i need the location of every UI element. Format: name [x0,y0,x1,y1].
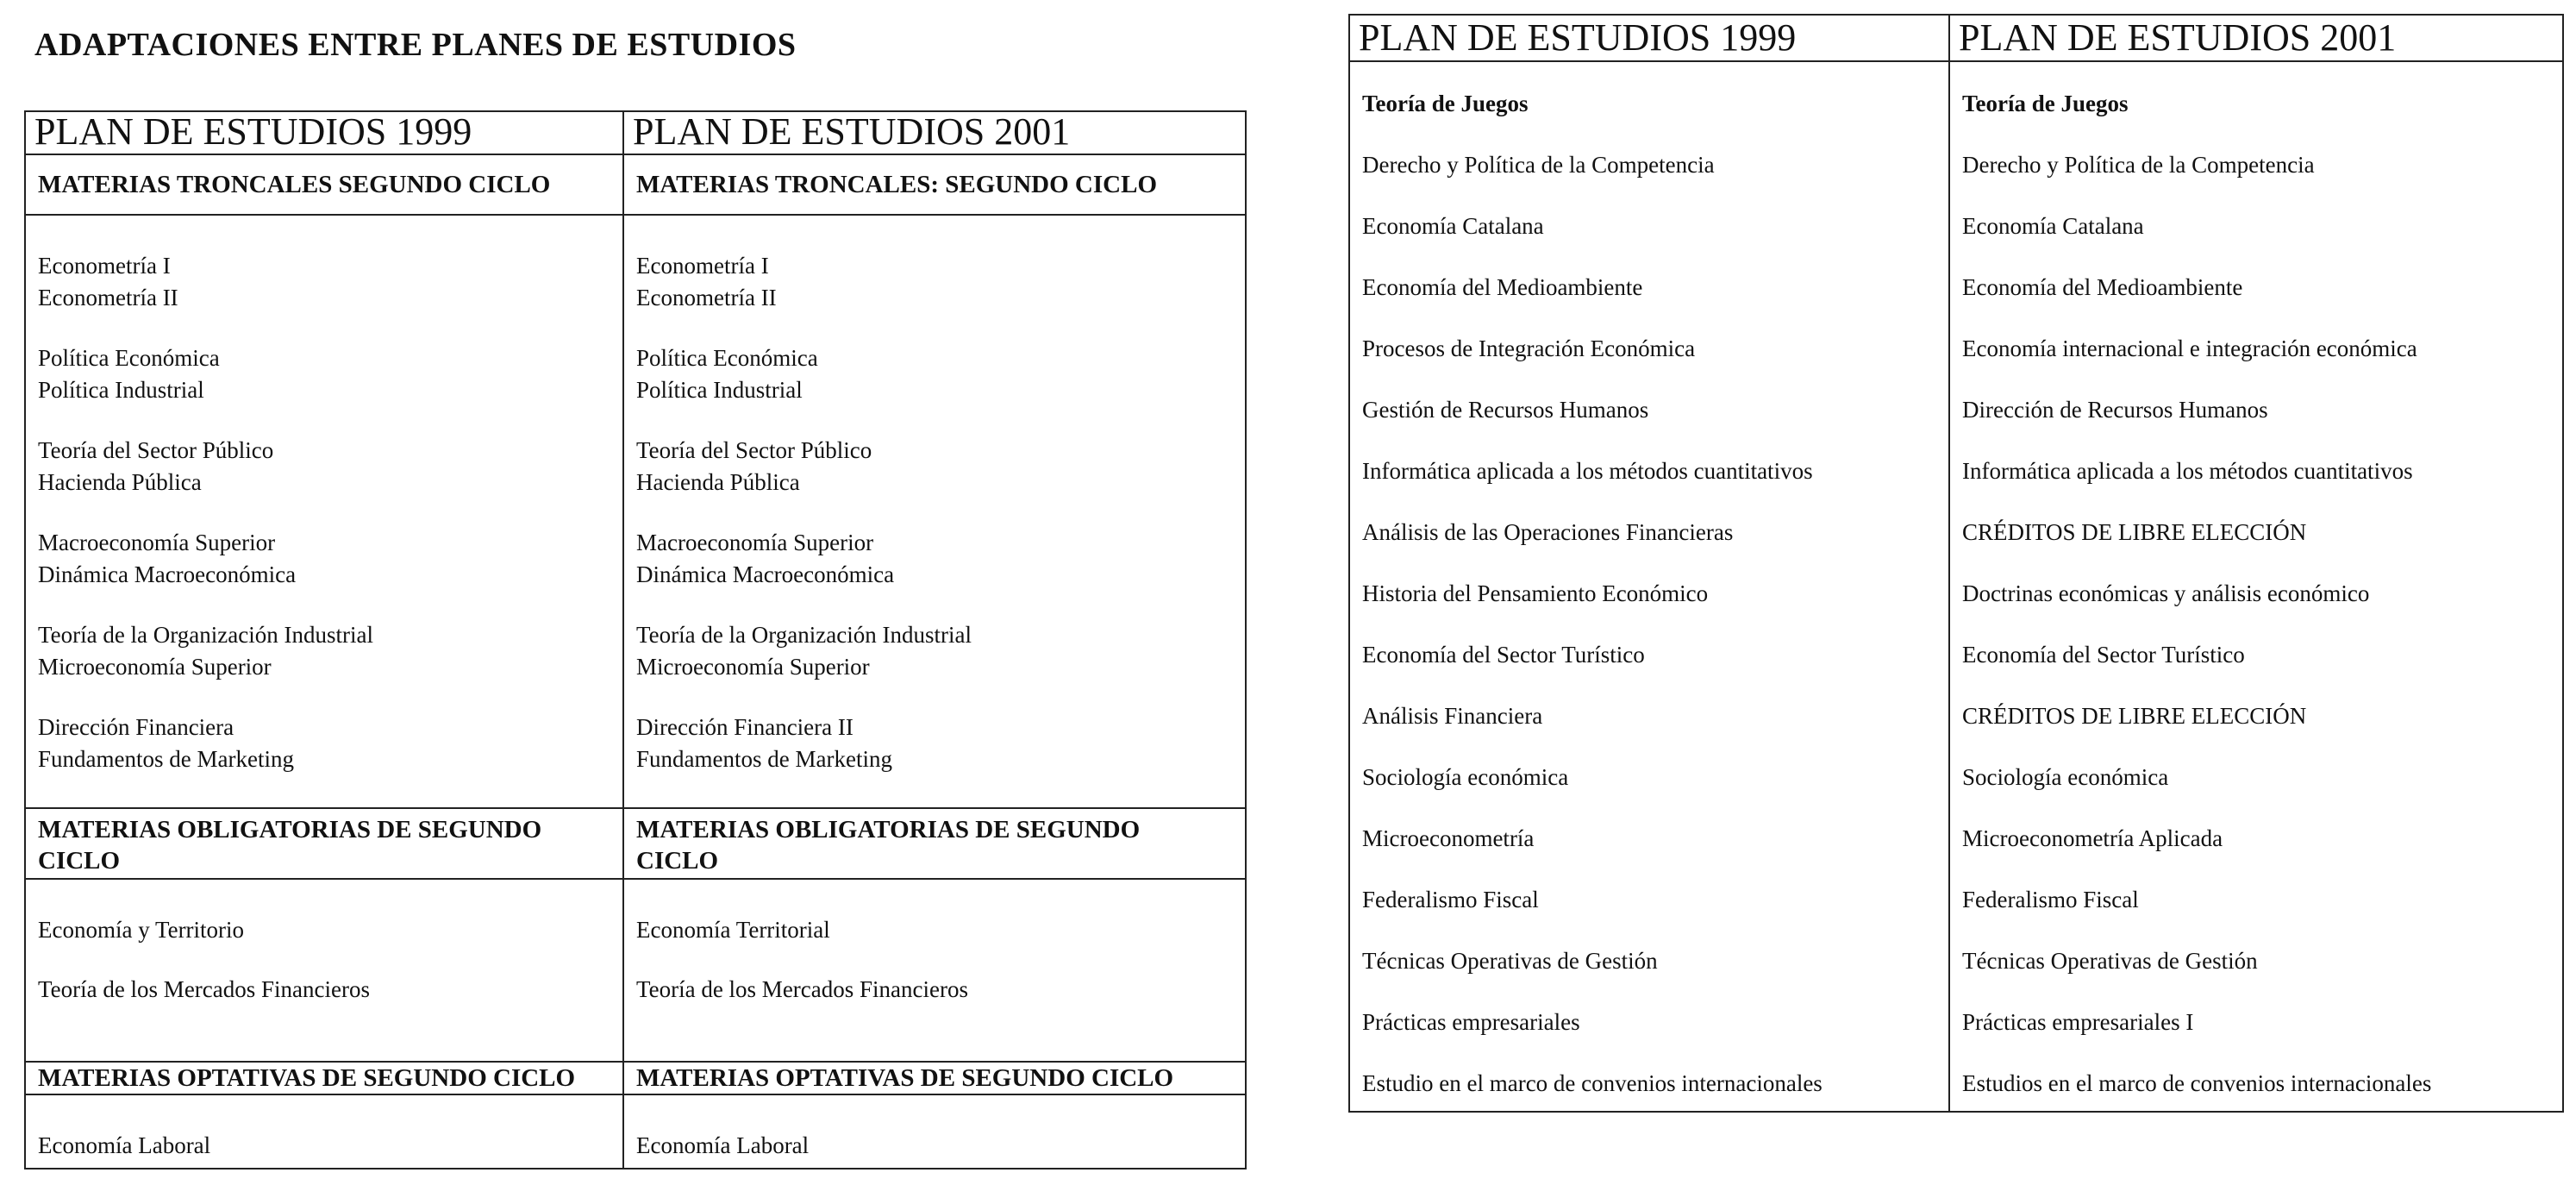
subject-row: Informática aplicada a los métodos cuantitativos [1362,458,1813,484]
subject: Política Económica [38,345,220,371]
subject: Política Industrial [636,377,803,403]
subject-row: Teoría de Juegos [1962,91,2129,116]
section-heading-line: MATERIAS OBLIGATORIAS DE SEGUNDO [38,816,542,843]
subject-pair [636,342,1233,406]
header-1999-cell [1349,15,1949,61]
optativas-1999-heading-cell [25,1062,623,1094]
subject: Fundamentos de Marketing [636,746,892,772]
header-1999-cell [25,111,623,154]
subject-row: Economía Catalana [1362,213,1544,239]
subject: Dirección Financiera II [636,714,853,740]
header-1999: PLAN DE ESTUDIOS 1999 [1359,16,1797,59]
subject-row: Economía del Medioambiente [1362,274,1643,300]
subject-row: Gestión de Recursos Humanos [1362,397,1649,423]
subject-row: Economía del Medioambiente [1962,274,2243,300]
optativas-1999-list-cell [25,1094,623,1169]
subject-row: Estudios en el marco de convenios internacionales [1962,1070,2432,1096]
obligatorias-1999-list [26,880,622,1061]
subject: Teoría de la Organización Industrial [38,622,373,648]
obligatorias-2001-heading-cell [623,808,1246,879]
subject: Econometría II [38,285,178,310]
subject: Macroeconomía Superior [636,530,874,555]
subject: Econometría I [636,253,769,279]
subject-row: Federalismo Fiscal [1962,887,2139,912]
right-adaptation-table [1348,14,2564,1113]
section-heading-line: CICLO [38,847,121,875]
subject: Microeconomía Superior [636,654,870,680]
section-heading-optativas-2001: MATERIAS OPTATIVAS DE SEGUNDO CICLO [636,1064,1174,1092]
header-2001-cell [1949,15,2563,61]
subject-pair [636,250,1233,314]
section-heading-obligatorias-1999 [26,809,622,878]
header-2001-cell [623,111,1246,154]
subject: Economía Laboral [636,1132,810,1158]
subject: Dirección Financiera [38,714,234,740]
subject: Macroeconomía Superior [38,530,276,555]
subject-row: Doctrinas económicas y análisis económico [1962,580,2370,606]
troncales-1999-heading-cell [25,154,623,215]
subject-pair [38,619,610,683]
troncales-2001-heading-cell [623,154,1246,215]
subject-pair [38,342,610,406]
optional-2001-list [1950,62,2562,1111]
optional-1999-list [1350,62,1948,1111]
header-2001: PLAN DE ESTUDIOS 2001 [1959,16,2397,59]
section-heading-optativas-1999: MATERIAS OPTATIVAS DE SEGUNDO CICLO [38,1064,576,1092]
optional-2001-list-cell [1949,61,2563,1112]
subject-pair [38,712,610,775]
subject-pair [636,712,1233,775]
optional-1999-list-cell [1349,61,1949,1112]
optativas-2001-list-cell [623,1094,1246,1169]
subject-pair [636,527,1233,591]
subject-row: Derecho y Política de la Competencia [1962,152,2315,178]
troncales-1999-list [26,216,622,807]
section-heading-line: CICLO [636,847,719,875]
subject: Política Económica [636,345,818,371]
subject-row: Informática aplicada a los métodos cuantitativos [1962,458,2413,484]
subject: Fundamentos de Marketing [38,746,294,772]
subject-row: Técnicas Operativas de Gestión [1362,948,1658,974]
subject-row: Teoría de Juegos [1362,91,1529,116]
subject-row: Análisis de las Operaciones Financieras [1362,519,1734,545]
subject-pair [38,435,610,499]
subject-row: Estudio en el marco de convenios internacionales [1362,1070,1823,1096]
section-heading-troncales-1999: MATERIAS TRONCALES SEGUNDO CICLO [38,171,551,198]
optativas-2001-list [624,1095,1245,1168]
subject-row: CRÉDITOS DE LIBRE ELECCIÓN [1962,703,2307,729]
subject-row: Microeconometría [1362,825,1535,851]
obligatorias-1999-heading-cell [25,808,623,879]
subject: Econometría I [38,253,171,279]
obligatorias-2001-list [624,880,1245,1061]
subject: Dinámica Macroeconómica [636,561,895,587]
section-heading-obligatorias-2001 [624,809,1245,878]
subject-pair [38,250,610,314]
header-1999: PLAN DE ESTUDIOS 1999 [34,112,472,153]
subject: Hacienda Pública [38,469,202,495]
troncales-2001-list-cell [623,215,1246,808]
subject-pair [636,619,1233,683]
subject-row: Sociología económica [1362,764,1569,790]
subject: Econometría II [636,285,777,310]
subject: Hacienda Pública [636,469,800,495]
subject-row: Dirección de Recursos Humanos [1962,397,2268,423]
optativas-1999-list [26,1095,622,1168]
subject-row: Economía del Sector Turístico [1962,642,2245,668]
subject-row: Sociología económica [1962,764,2169,790]
troncales-1999-list-cell [25,215,623,808]
section-heading-troncales-2001: MATERIAS TRONCALES: SEGUNDO CICLO [636,171,1158,198]
subject: Economía y Territorio [38,917,245,943]
header-2001: PLAN DE ESTUDIOS 2001 [633,112,1071,153]
optativas-2001-heading-cell [623,1062,1246,1094]
subject-row: Prácticas empresariales I [1962,1009,2194,1035]
subject-row: CRÉDITOS DE LIBRE ELECCIÓN [1962,519,2307,545]
subject: Teoría de la Organización Industrial [636,622,972,648]
subject: Dinámica Macroeconómica [38,561,297,587]
subject-row: Prácticas empresariales [1362,1009,1580,1035]
page-title: ADAPTACIONES ENTRE PLANES DE ESTUDIOS [34,27,797,63]
subject-row: Derecho y Política de la Competencia [1362,152,1715,178]
subject-row: Microeconometría Aplicada [1962,825,2223,851]
subject: Teoría del Sector Público [636,437,872,463]
subject: Economía Territorial [636,917,830,943]
subject-pair [38,527,610,591]
troncales-2001-list [624,216,1245,807]
subject-row: Economía del Sector Turístico [1362,642,1645,668]
subject-row: Economía internacional e integración económica [1962,335,2417,361]
subject: Teoría de los Mercados Financieros [636,976,968,1002]
subject-row: Análisis Financiera [1362,703,1543,729]
subject: Microeconomía Superior [38,654,272,680]
subject-row: Procesos de Integración Económica [1362,335,1696,361]
subject-row: Economía Catalana [1962,213,2144,239]
section-heading-line: MATERIAS OBLIGATORIAS DE SEGUNDO [636,816,1141,843]
subject-pair [636,435,1233,499]
subject-row: Técnicas Operativas de Gestión [1962,948,2258,974]
obligatorias-1999-list-cell [25,879,623,1062]
left-adaptation-table [24,110,1247,1170]
subject-row: Historia del Pensamiento Económico [1362,580,1709,606]
subject: Economía Laboral [38,1132,211,1158]
obligatorias-2001-list-cell [623,879,1246,1062]
subject: Política Industrial [38,377,204,403]
subject: Teoría del Sector Público [38,437,274,463]
subject-row: Federalismo Fiscal [1362,887,1539,912]
subject: Teoría de los Mercados Financieros [38,976,370,1002]
